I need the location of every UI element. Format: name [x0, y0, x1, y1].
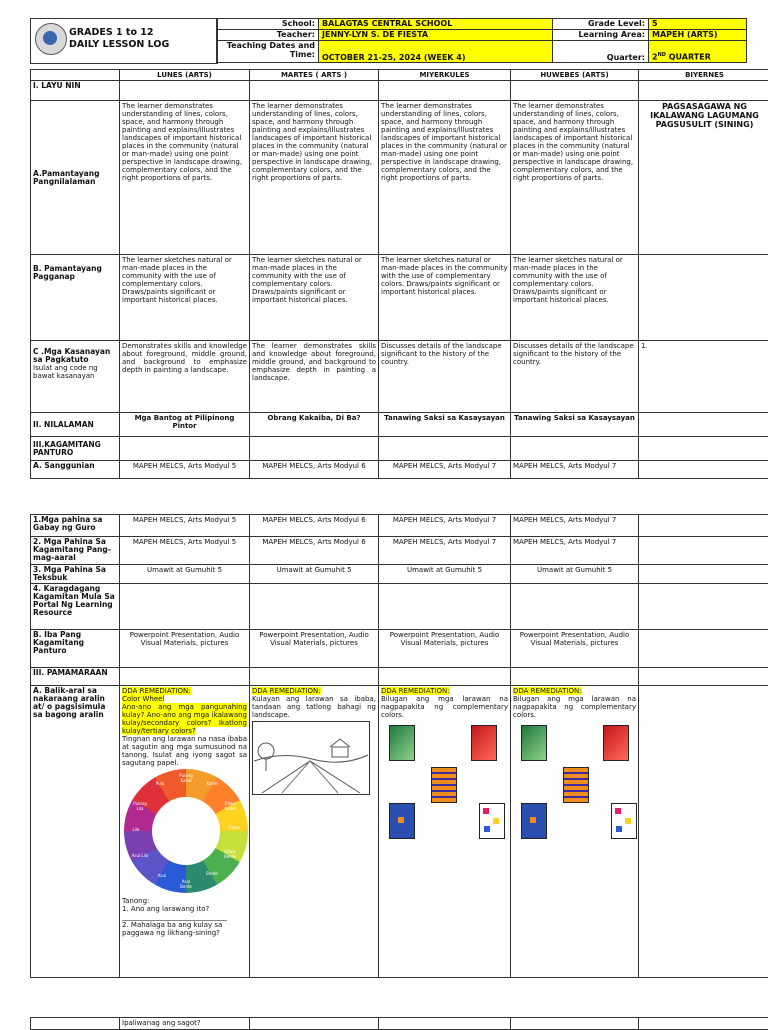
color-wheel-figure [122, 767, 247, 897]
lesson-table-page1 [30, 69, 768, 479]
blue-pattern-card-icon [521, 803, 547, 839]
color-questions: Ano-ano ang mga pangunahing kulay? Ano-ano ang mga ikalawang kulay/secondary colors? Ikatlong kulay/tertiary colors? [122, 703, 247, 735]
pamantayang-pagganap-label: B. Pamantayang Pagganap [31, 255, 120, 341]
iba-wed: Powerpoint Presentation, Audio Visual Materials, pictures [379, 630, 511, 668]
layunin-label: I. LAYU NIN [31, 81, 120, 101]
sanggunian-mon: MAPEH MELCS, Arts Modyul 5 [120, 461, 250, 479]
nilalaman-wed: Tanawing Saksi sa Kasaysayan [379, 413, 511, 437]
school-label: School: [217, 19, 319, 30]
c-text-thu: Discusses details of the landscape significant to the history of the country. [511, 341, 639, 413]
grade-label: Grade Level: [553, 19, 649, 30]
b-text-thu: The learner sketches natural or man-made places in the community with the use of complementary colors. Draws/paints significant or important historical places. [511, 255, 639, 341]
nilalaman-mon: Mga Bantog at Pilipinong Pintor [120, 413, 250, 437]
teacher-value: JENNY-LYN S. DE FIESTA [319, 30, 553, 41]
day-header-wed: MIYERKULES [379, 70, 511, 81]
c-text-fri: 1. [639, 341, 768, 413]
b-text-tue: The learner sketches natural or man-made places in the community with the use of complementary colors. Draws/paints significant or important historical places. [250, 255, 379, 341]
c-text-tue: The learner demonstrates skills and knowledge about foreground, middle ground, and background to emphasize depth in painting a landscape. [250, 341, 379, 413]
day-header-fri: BIYERNES [639, 70, 768, 81]
teacher-label: Teacher: [217, 30, 319, 41]
area-label: Learning Area: [553, 30, 649, 41]
pahina-guro-tue: MAPEH MELCS, Arts Modyul 6 [250, 515, 379, 537]
pahina-guro-thu: MAPEH MELCS, Arts Modyul 7 [511, 515, 639, 537]
school-value: BALAGTAS CENTRAL SCHOOL [319, 19, 553, 30]
quarter-label: Quarter: [553, 41, 649, 63]
pahina-guro-label: 1.Mga pahina sa Gabay ng Guro [31, 515, 120, 537]
pahina-kagamitan-thu: MAPEH MELCS, Arts Modyul 7 [511, 537, 639, 565]
balik-aral-thu [511, 686, 639, 978]
red-card-icon [603, 725, 629, 761]
sanggunian-wed: MAPEH MELCS, Arts Modyul 7 [379, 461, 511, 479]
landscape-drawing-icon [252, 721, 370, 795]
nilalaman-label: II. NILALAMAN [31, 413, 120, 437]
iba-tue: Powerpoint Presentation, Audio Visual Materials, pictures [250, 630, 379, 668]
kasanayan-sublabel: Isulat ang code ng bawat kasanayan [33, 364, 117, 380]
mon-instructions: Tingnan ang larawan na nasa ibaba at sagutin ang mga sumusunod na tanong. Isulat ang iyong sagot sa sagutang papel. [122, 735, 247, 767]
dda-heading-tue: DDA REMEDIATION: [252, 687, 321, 695]
a-text-tue: The learner demonstrates understanding of lines, colors, space, and harmony through painting and explains/illustrates landscapes of important historical places in the community (natural or man-made) using one point perspective in landscape drawing, complementary colors, and the right proportions of parts. [250, 101, 379, 255]
answer-blank: ______________________________ [122, 913, 247, 921]
color-wheel-title: Color Wheel [122, 695, 164, 703]
teksbuk-mon: Umawit at Gumuhit 5 [120, 565, 250, 584]
iba-thu: Powerpoint Presentation, Audio Visual Materials, pictures [511, 630, 639, 668]
day-header-thu: HUWEBES (ARTS) [511, 70, 639, 81]
b-text-mon: The learner sketches natural or man-made places in the community with the use of complementary colors. Draws/paints significant or important historical places. [120, 255, 250, 341]
blue-pattern-card-icon [389, 803, 415, 839]
day-header-mon: LUNES (ARTS) [120, 70, 250, 81]
question-2: 2. Mahalaga ba ang kulay sa paggawa ng likhang-sining? [122, 921, 247, 937]
balik-aral-wed [379, 686, 511, 978]
sanggunian-label: A. Sanggunian [31, 461, 120, 479]
thu-instructions: Bilugan ang mga larawan na nagpapakita ng complementary colors. [513, 695, 636, 719]
balik-aral-label: A. Balik-aral sa nakaraang aralin at/ o pagsisimula sa bagong aralin [31, 686, 120, 978]
pahina-kagamitan-label: 2. Mga Pahina Sa Kagamitang Pang-mag-aaral [31, 537, 120, 565]
kasanayan-cell [31, 341, 120, 413]
grid-card-icon [431, 767, 457, 803]
area-value: MAPEH (ARTS) [649, 30, 747, 41]
wed-instructions: Bilugan ang mga larawan na nagpapakita ng complementary colors. [381, 695, 508, 719]
pamantayang-pangnilalaman-label: A.Pamantayang Pangnilalaman [31, 101, 120, 255]
grid-card-icon [563, 767, 589, 803]
question-1: 1. Ano ang larawang ito? [122, 905, 247, 913]
complementary-images-thu [513, 719, 636, 849]
grade-value: 5 [649, 19, 747, 30]
dda-heading-thu: DDA REMEDIATION: [513, 687, 582, 695]
pahina-kagamitan-wed: MAPEH MELCS, Arts Modyul 7 [379, 537, 511, 565]
dates-value: OCTOBER 21-25, 2024 (WEEK 4) [319, 41, 553, 63]
a-text-mon: The learner demonstrates understanding of lines, colors, space, and harmony through painting and explains/illustrates landscapes of important historical places in the community (natural or man-made) using one point perspective in landscape drawing, complementary colors, and the right proportions of parts. [120, 101, 250, 255]
pahina-teksbuk-label: 3. Mga Pahina Sa Teksbuk [31, 565, 120, 584]
pahina-kagamitan-mon: MAPEH MELCS, Arts Modyul 5 [120, 537, 250, 565]
teksbuk-tue: Umawit at Gumuhit 5 [250, 565, 379, 584]
kasanayan-label: C .Mga Kasanayan sa Pagkatuto [33, 342, 117, 364]
pahina-guro-wed: MAPEH MELCS, Arts Modyul 7 [379, 515, 511, 537]
iba-mon: Powerpoint Presentation, Audio Visual Materials, pictures [120, 630, 250, 668]
complementary-images-wed [381, 719, 508, 849]
c-text-mon: Demonstrates skills and knowledge about foreground, middle ground, and background to emphasize depth in painting a landscape. [120, 341, 250, 413]
red-card-icon [471, 725, 497, 761]
pahina-kagamitan-tue: MAPEH MELCS, Arts Modyul 6 [250, 537, 379, 565]
corner-cell [31, 70, 120, 81]
nilalaman-thu: Tanawing Saksi sa Kasaysayan [511, 413, 639, 437]
tanong-label: Tanong: [122, 897, 247, 905]
teksbuk-thu: Umawit at Gumuhit 5 [511, 565, 639, 584]
sanggunian-thu: MAPEH MELCS, Arts Modyul 7 [511, 461, 639, 479]
quarter-value: 2ND QUARTER [649, 41, 747, 63]
page3-text: Ipaliwanag ang sagot? [120, 1018, 250, 1030]
green-card-icon [389, 725, 415, 761]
b-text-wed: The learner sketches natural or man-made places in the community with the use of complementary colors. Draws/paints significant or important historical places. [379, 255, 511, 341]
color-wheel-icon: Pulang Kahel Kahel Dilaw Kahel Dilaw Dilaw Berde Berde Asul Berde Asul Asul Lila Lila Pulang Lila Pula [124, 769, 248, 893]
header-info-table [216, 18, 747, 63]
kagamitang-panturo-label: III.KAGAMITANG PANTURO [31, 437, 120, 461]
karagdagang-label: 4. Karagdagang Kagamitan Mula Sa Portal Ng Learning Resource [31, 584, 120, 630]
shapes-card-icon [479, 803, 505, 839]
balik-aral-mon [120, 686, 250, 978]
a-text-thu: The learner demonstrates understanding of lines, colors, space, and harmony through painting and explains/illustrates landscapes of important historical places in the community (natural or man-made) using one point perspective in landscape drawing, complementary colors, and the right proportions of parts. [511, 101, 639, 255]
tue-instructions: Kulayan ang larawan sa ibaba, tandaan ang tatlong bahagi ng landscape. [252, 695, 376, 719]
a-text-wed: The learner demonstrates understanding of lines, colors, space, and harmony through painting and explains/illustrates landscapes of important historical places in the community (natural or man-made) using one point perspective in landscape drawing, complementary colors, and the right proportions of parts. [379, 101, 511, 255]
teksbuk-wed: Umawit at Gumuhit 5 [379, 565, 511, 584]
pahina-guro-mon: MAPEH MELCS, Arts Modyul 5 [120, 515, 250, 537]
iba-pang-label: B. Iba Pang Kagamitang Panturo [31, 630, 120, 668]
dates-label: Teaching Dates and Time: [217, 41, 319, 63]
c-text-wed: Discusses details of the landscape significant to the history of the country. [379, 341, 511, 413]
shapes-card-icon [611, 803, 637, 839]
balik-aral-tue [250, 686, 379, 978]
sanggunian-tue: MAPEH MELCS, Arts Modyul 6 [250, 461, 379, 479]
dda-heading-wed: DDA REMEDIATION: [381, 687, 450, 695]
friday-test-text: PAGSASAGAWA NG IKALAWANG LAGUMANG PAGSUSULIT (SINING) [639, 101, 768, 255]
day-header-tue: MARTES ( ARTS ) [250, 70, 379, 81]
pamamaraan-label: III. PAMAMARAAN [31, 668, 120, 686]
dda-heading-mon: DDA REMEDIATION: [122, 687, 191, 695]
title-box [30, 18, 218, 64]
document-title: GRADES 1 to 12 DAILY LESSON LOG [69, 27, 169, 51]
lesson-table-page2 [30, 514, 768, 978]
green-card-icon [521, 725, 547, 761]
deped-seal-icon [35, 23, 67, 55]
nilalaman-tue: Obrang Kakaiba, Di Ba? [250, 413, 379, 437]
